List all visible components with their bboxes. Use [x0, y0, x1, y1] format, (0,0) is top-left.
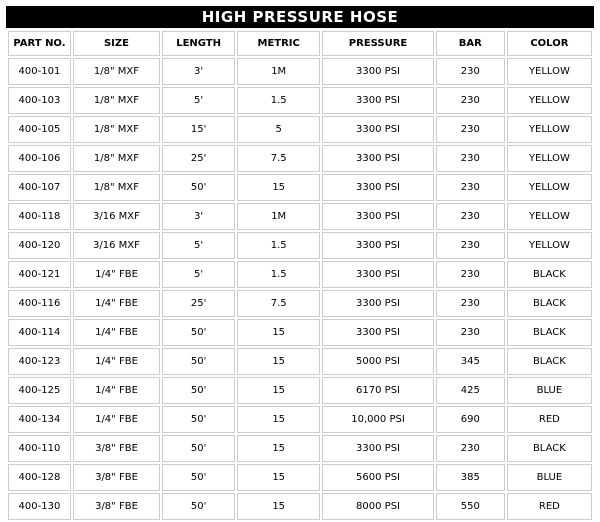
metric-cell: 15: [237, 319, 320, 346]
table-row: [8, 493, 592, 520]
bar-cell: 385: [436, 464, 505, 491]
table-body: [8, 58, 592, 520]
color-cell: BLACK: [507, 261, 592, 288]
bar-cell: 690: [436, 406, 505, 433]
metric-cell: 15: [237, 493, 320, 520]
length-cell: 5': [162, 87, 235, 114]
bar-cell: 230: [436, 261, 505, 288]
metric-cell: 15: [237, 174, 320, 201]
color-cell: YELLOW: [507, 145, 592, 172]
color-cell: BLUE: [507, 377, 592, 404]
part-no-cell: 400-120: [8, 232, 71, 259]
color-cell: YELLOW: [507, 116, 592, 143]
color-cell: YELLOW: [507, 87, 592, 114]
metric-cell: 15: [237, 377, 320, 404]
part-no-cell: 400-106: [8, 145, 71, 172]
header-length: LENGTH: [162, 31, 235, 56]
length-cell: 15': [162, 116, 235, 143]
part-no-cell: 400-118: [8, 203, 71, 230]
pressure-cell: 3300 PSI: [322, 319, 434, 346]
pressure-cell: 3300 PSI: [322, 203, 434, 230]
metric-cell: 15: [237, 348, 320, 375]
size-cell: 3/16 MXF: [73, 232, 160, 259]
table-row: [8, 174, 592, 201]
bar-cell: 345: [436, 348, 505, 375]
bar-cell: 230: [436, 232, 505, 259]
length-cell: 50': [162, 377, 235, 404]
pressure-cell: 3300 PSI: [322, 58, 434, 85]
pressure-cell: 6170 PSI: [322, 377, 434, 404]
header-pressure: PRESSURE: [322, 31, 434, 56]
pressure-cell: 3300 PSI: [322, 116, 434, 143]
length-cell: 50': [162, 464, 235, 491]
pressure-cell: 3300 PSI: [322, 232, 434, 259]
length-cell: 50': [162, 319, 235, 346]
header-row: [8, 31, 592, 56]
table-row: [8, 435, 592, 462]
bar-cell: 230: [436, 290, 505, 317]
pressure-cell: 3300 PSI: [322, 290, 434, 317]
part-no-cell: 400-114: [8, 319, 71, 346]
size-cell: 1/4" FBE: [73, 406, 160, 433]
length-cell: 50': [162, 435, 235, 462]
bar-cell: 230: [436, 116, 505, 143]
header-color: COLOR: [507, 31, 592, 56]
bar-cell: 230: [436, 435, 505, 462]
metric-cell: 5: [237, 116, 320, 143]
bar-cell: 230: [436, 319, 505, 346]
table-row: [8, 290, 592, 317]
metric-cell: 15: [237, 464, 320, 491]
hose-spec-sheet: [6, 6, 594, 522]
pressure-cell: 5000 PSI: [322, 348, 434, 375]
part-no-cell: 400-101: [8, 58, 71, 85]
part-no-cell: 400-123: [8, 348, 71, 375]
metric-cell: 15: [237, 406, 320, 433]
size-cell: 3/8" FBE: [73, 435, 160, 462]
bar-cell: 550: [436, 493, 505, 520]
pressure-cell: 5600 PSI: [322, 464, 434, 491]
table-row: [8, 58, 592, 85]
metric-cell: 15: [237, 435, 320, 462]
size-cell: 1/8" MXF: [73, 116, 160, 143]
metric-cell: 1M: [237, 58, 320, 85]
metric-cell: 1.5: [237, 232, 320, 259]
table-row: [8, 464, 592, 491]
length-cell: 50': [162, 348, 235, 375]
color-cell: BLUE: [507, 464, 592, 491]
size-cell: 1/8" MXF: [73, 87, 160, 114]
metric-cell: 7.5: [237, 290, 320, 317]
color-cell: BLACK: [507, 319, 592, 346]
table-row: [8, 377, 592, 404]
size-cell: 3/8" FBE: [73, 464, 160, 491]
color-cell: YELLOW: [507, 232, 592, 259]
length-cell: 3': [162, 58, 235, 85]
color-cell: RED: [507, 406, 592, 433]
size-cell: 1/4" FBE: [73, 290, 160, 317]
table-row: [8, 319, 592, 346]
part-no-cell: 400-105: [8, 116, 71, 143]
part-no-cell: 400-116: [8, 290, 71, 317]
pressure-cell: 3300 PSI: [322, 145, 434, 172]
color-cell: RED: [507, 493, 592, 520]
part-no-cell: 400-107: [8, 174, 71, 201]
part-no-cell: 400-121: [8, 261, 71, 288]
table-row: [8, 261, 592, 288]
part-no-cell: 400-110: [8, 435, 71, 462]
length-cell: 3': [162, 203, 235, 230]
bar-cell: 230: [436, 87, 505, 114]
pressure-cell: 10,000 PSI: [322, 406, 434, 433]
color-cell: BLACK: [507, 290, 592, 317]
color-cell: YELLOW: [507, 58, 592, 85]
size-cell: 1/4" FBE: [73, 261, 160, 288]
header-bar: BAR: [436, 31, 505, 56]
header-metric: METRIC: [237, 31, 320, 56]
size-cell: 3/8" FBE: [73, 493, 160, 520]
header-part-no: PART NO.: [8, 31, 71, 56]
table-row: [8, 116, 592, 143]
size-cell: 1/4" FBE: [73, 348, 160, 375]
bar-cell: 425: [436, 377, 505, 404]
part-no-cell: 400-103: [8, 87, 71, 114]
length-cell: 50': [162, 174, 235, 201]
length-cell: 25': [162, 290, 235, 317]
size-cell: 1/8" MXF: [73, 58, 160, 85]
size-cell: 1/4" FBE: [73, 377, 160, 404]
pressure-cell: 3300 PSI: [322, 174, 434, 201]
length-cell: 5': [162, 261, 235, 288]
bar-cell: 230: [436, 174, 505, 201]
color-cell: YELLOW: [507, 174, 592, 201]
length-cell: 50': [162, 493, 235, 520]
table-row: [8, 145, 592, 172]
length-cell: 50': [162, 406, 235, 433]
pressure-cell: 3300 PSI: [322, 261, 434, 288]
part-no-cell: 400-128: [8, 464, 71, 491]
part-no-cell: 400-134: [8, 406, 71, 433]
part-no-cell: 400-130: [8, 493, 71, 520]
table-row: [8, 406, 592, 433]
table-row: [8, 87, 592, 114]
color-cell: YELLOW: [507, 203, 592, 230]
bar-cell: 230: [436, 145, 505, 172]
length-cell: 5': [162, 232, 235, 259]
table-row: [8, 232, 592, 259]
color-cell: BLACK: [507, 348, 592, 375]
bar-cell: 230: [436, 203, 505, 230]
table-row: [8, 203, 592, 230]
pressure-cell: 3300 PSI: [322, 87, 434, 114]
size-cell: 3/16 MXF: [73, 203, 160, 230]
length-cell: 25': [162, 145, 235, 172]
part-no-cell: 400-125: [8, 377, 71, 404]
pressure-cell: 3300 PSI: [322, 435, 434, 462]
size-cell: 1/4" FBE: [73, 319, 160, 346]
table-row: [8, 348, 592, 375]
size-cell: 1/8" MXF: [73, 174, 160, 201]
table-title: HIGH PRESSURE HOSE: [6, 6, 594, 28]
hose-table: [6, 29, 594, 522]
metric-cell: 1.5: [237, 87, 320, 114]
metric-cell: 7.5: [237, 145, 320, 172]
pressure-cell: 8000 PSI: [322, 493, 434, 520]
color-cell: BLACK: [507, 435, 592, 462]
bar-cell: 230: [436, 58, 505, 85]
metric-cell: 1M: [237, 203, 320, 230]
metric-cell: 1.5: [237, 261, 320, 288]
size-cell: 1/8" MXF: [73, 145, 160, 172]
header-size: SIZE: [73, 31, 160, 56]
